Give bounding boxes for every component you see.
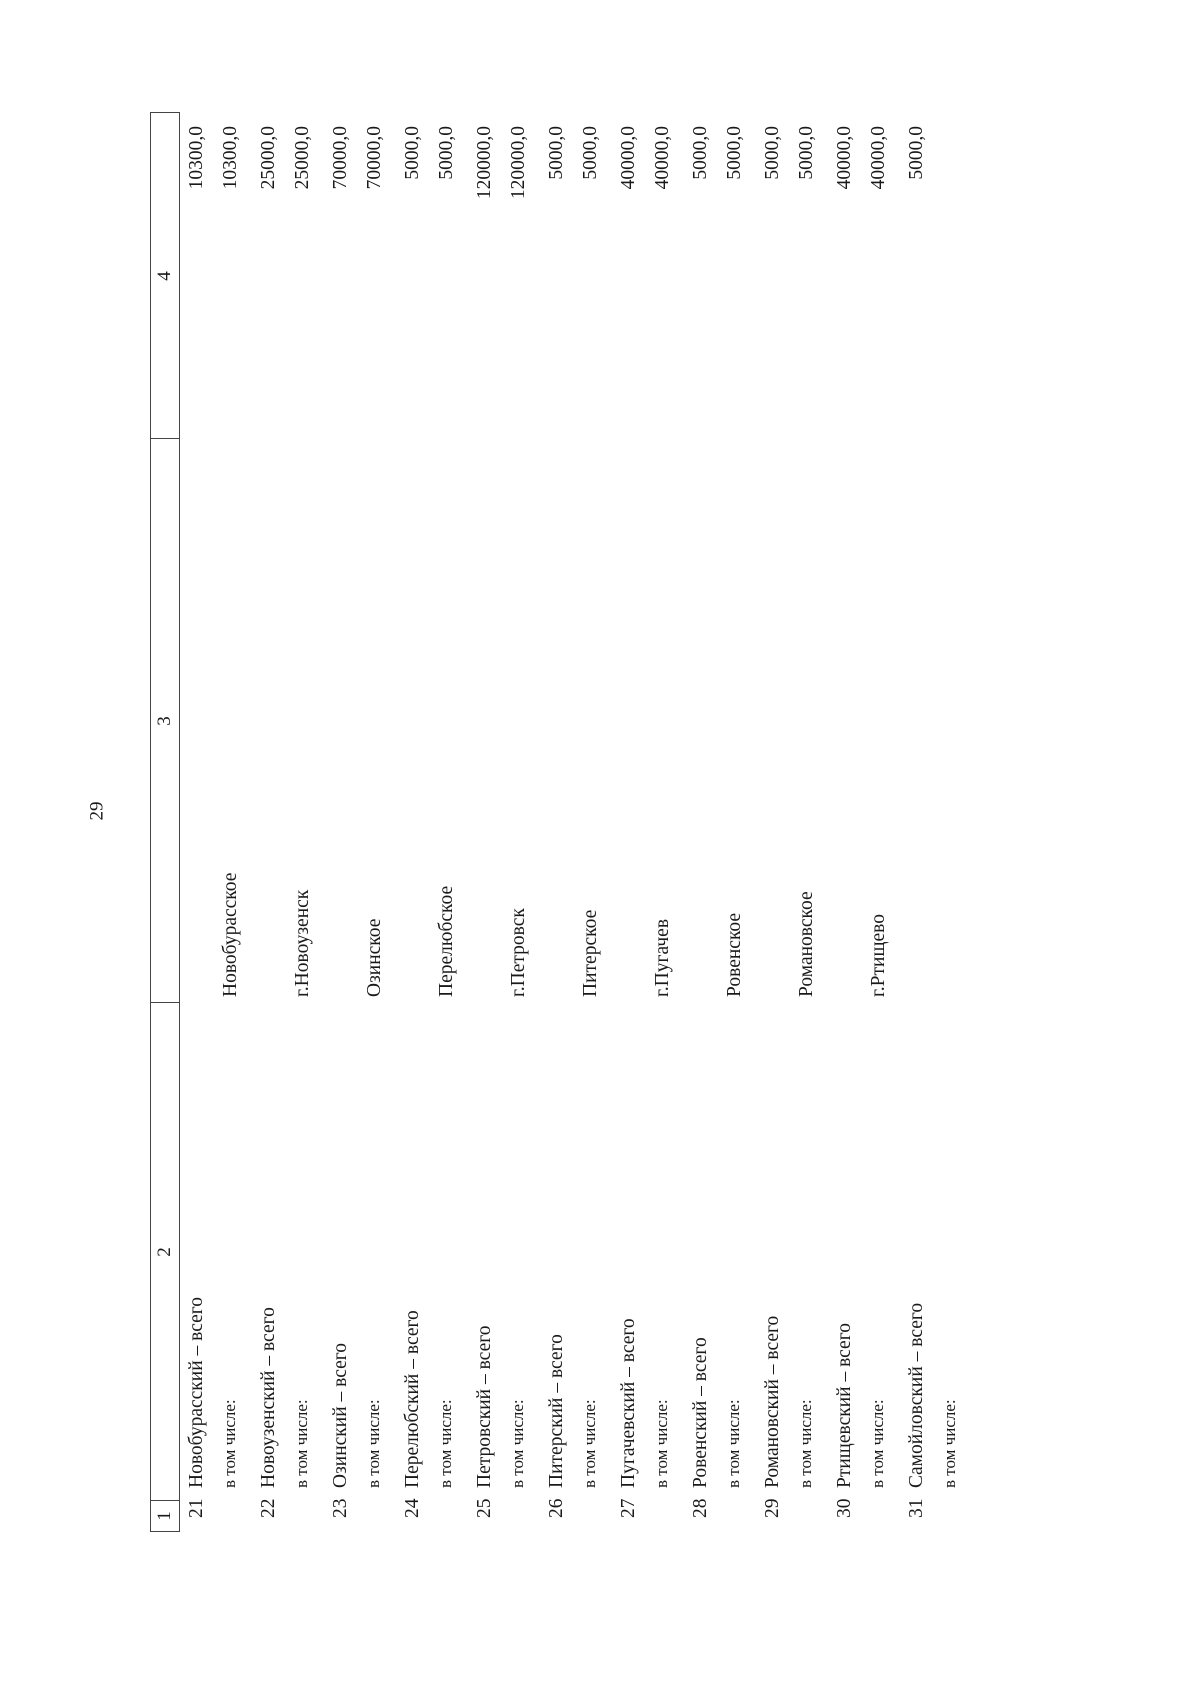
district-name: Новоузенский – всего [258,1307,279,1488]
col-header-2: 2 [154,1247,175,1257]
district-name: Самойловский – всего [906,1302,927,1488]
settlement-value: 70000,0 [364,126,385,190]
district-total: 10300,0 [186,126,207,190]
col-header-3: 3 [154,716,175,726]
col-header-4: 4 [154,271,175,281]
district-total: 120000,0 [474,126,495,200]
settlement-name: г.Ртищево [868,914,889,997]
row-number: 30 [834,1498,855,1518]
subtotal-label: в том числе: [724,1399,743,1488]
settlement-name: Романовское [796,891,817,997]
budget-table [150,112,1020,1532]
settlement-name: г.Пугачев [652,918,673,997]
row-number: 23 [330,1498,351,1518]
subtotal-label: в том числе: [508,1399,527,1488]
row-number: 31 [906,1498,927,1518]
subtotal-label: в том числе: [364,1399,383,1488]
table-header [150,112,180,1532]
district-total: 40000,0 [834,126,855,190]
subtotal-label: в том числе: [940,1399,959,1488]
district-name: Пугачевский – всего [618,1318,639,1488]
subtotal-label: в том числе: [652,1399,671,1488]
row-number: 29 [762,1498,783,1518]
district-name: Петровский – всего [474,1325,495,1488]
settlement-value: 120000,0 [508,126,529,200]
district-name: Новобурасский – всего [186,1296,207,1488]
subtotal-label: в том числе: [580,1399,599,1488]
settlement-value: 5000,0 [724,126,745,180]
row-number: 27 [618,1498,639,1518]
settlement-name: Питерское [580,909,601,997]
row-number: 22 [258,1498,279,1518]
row-number: 25 [474,1498,495,1518]
row-number: 26 [546,1498,567,1518]
subtotal-label: в том числе: [796,1399,815,1488]
page-number: 29 [86,801,108,821]
district-name: Питерский – всего [546,1334,567,1488]
settlement-value: 5000,0 [796,126,817,180]
settlement-value: 25000,0 [292,126,313,190]
district-total: 5000,0 [546,126,567,180]
col-header-1: 1 [154,1511,175,1521]
subtotal-label: в том числе: [868,1399,887,1488]
district-name: Перелюбский – всего [402,1310,423,1488]
subtotal-label: в том числе: [292,1399,311,1488]
settlement-name: Озинское [364,918,385,997]
settlement-value: 40000,0 [868,126,889,190]
district-name: Романовский – всего [762,1315,783,1488]
settlement-value: 5000,0 [436,126,457,180]
settlement-value: 40000,0 [652,126,673,190]
subtotal-label: в том числе: [436,1399,455,1488]
settlement-name: Новобурасское [220,872,241,997]
district-total: 5000,0 [906,126,927,180]
subtotal-label: в том числе: [220,1399,239,1488]
district-total: 25000,0 [258,126,279,190]
settlement-value: 5000,0 [580,126,601,180]
row-number: 24 [402,1498,423,1518]
settlement-name: г.Петровск [508,908,529,997]
district-total: 5000,0 [690,126,711,180]
settlement-name: г.Новоузенск [292,889,313,997]
district-name: Ровенский – всего [690,1337,711,1488]
row-number: 28 [690,1498,711,1518]
district-total: 40000,0 [618,126,639,190]
row-number: 21 [186,1498,207,1518]
settlement-value: 10300,0 [220,126,241,190]
table-row [904,112,988,1532]
district-name: Озинский – всего [330,1342,351,1488]
district-total: 5000,0 [402,126,423,180]
district-total: 5000,0 [762,126,783,180]
district-name: Ртищевский – всего [834,1323,855,1488]
settlement-name: Ровенское [724,912,745,997]
settlement-name: Перелюбское [436,885,457,997]
district-total: 70000,0 [330,126,351,190]
